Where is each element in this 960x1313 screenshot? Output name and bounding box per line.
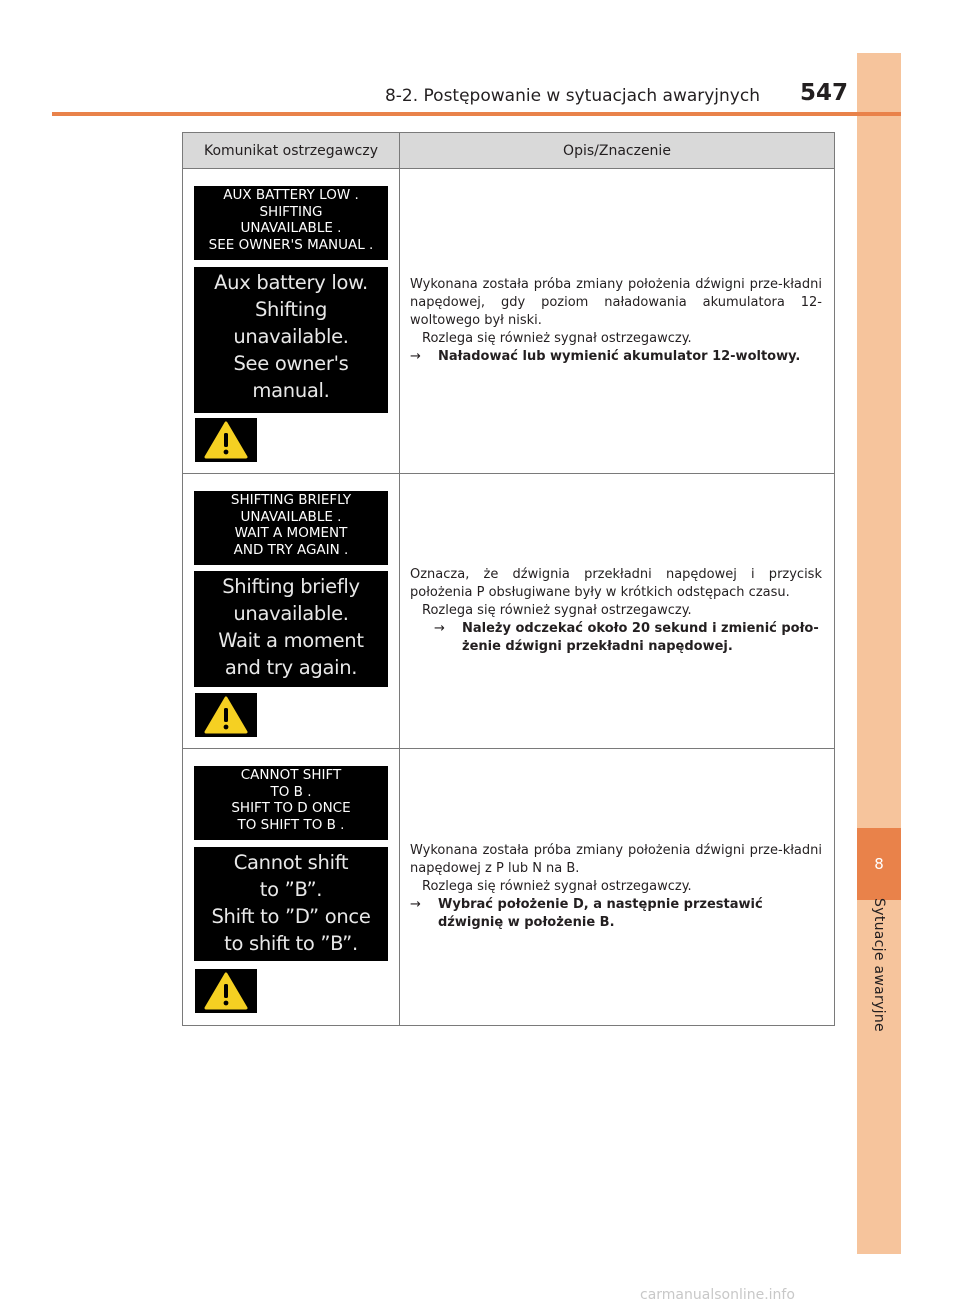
warning-triangle-icon <box>195 418 257 462</box>
large-display-message: Aux battery low. Shifting unavailable. See owner's manual. <box>194 267 388 413</box>
chapter-number-badge: 8 <box>857 828 901 900</box>
chapter-side-tab <box>857 53 901 1254</box>
warning-messages-table <box>182 132 835 1026</box>
action-instruction: → Naładować lub wymienić akumulator 12-woltowy. <box>410 349 801 364</box>
watermark: carmanualsonline.info <box>640 1287 795 1303</box>
small-display-message: SHIFTING BRIEFLY UNAVAILABLE . WAIT A MOMENT AND TRY AGAIN . <box>194 491 388 565</box>
header-rule <box>52 112 901 116</box>
small-display-message: CANNOT SHIFT TO B . SHIFT TO D ONCE TO SHIFT TO B . <box>194 766 388 840</box>
table-header-row <box>183 133 835 169</box>
arrow-right-icon: → <box>410 897 421 912</box>
table-row <box>183 749 835 1026</box>
action-instruction: → Należy odczekać około 20 sekund i zmienić poło-żenie dźwigni przekładni napędowej. <box>434 621 819 654</box>
message-cell <box>183 169 400 474</box>
message-cell <box>183 749 400 1026</box>
description-note: Rozlega się również sygnał ostrzegawczy. <box>422 879 692 894</box>
page-number: 547 <box>800 80 849 106</box>
description-text: Oznacza, że dźwignia przekładni napędowej i przycisk położenia P obsługiwane były w krótkich odstępach czasu. <box>410 567 822 600</box>
description-note: Rozlega się również sygnał ostrzegawczy. <box>422 331 692 346</box>
column-header-description: Opis/Znaczenie <box>400 133 835 169</box>
table-row <box>183 474 835 749</box>
large-display-message: Shifting briefly unavailable. Wait a moment and try again. <box>194 571 388 687</box>
section-title: 8-2. Postępowanie w sytuacjach awaryjnych <box>384 86 760 106</box>
table-row <box>183 169 835 474</box>
arrow-right-icon: → <box>434 621 445 636</box>
description-note: Rozlega się również sygnał ostrzegawczy. <box>422 603 692 618</box>
large-display-message: Cannot shift to ”B”. Shift to ”D” once to shift to ”B”. <box>194 847 388 961</box>
description-cell <box>400 474 835 749</box>
chapter-title-vertical: Sytuacje awaryjne <box>871 898 887 1032</box>
small-display-message: AUX BATTERY LOW . SHIFTING UNAVAILABLE . SEE OWNER'S MANUAL . <box>194 186 388 260</box>
action-instruction: → Wybrać położenie D, a następnie przestawić dźwignię w położenie B. <box>410 897 763 930</box>
message-cell <box>183 474 400 749</box>
column-header-message: Komunikat ostrzegawczy <box>183 133 400 169</box>
arrow-right-icon: → <box>410 349 421 364</box>
description-text: Wykonana została próba zmiany położenia dźwigni prze-kładni napędowej, gdy poziom naładowania akumulatora 12-woltowego był niski. <box>410 277 822 328</box>
warning-triangle-icon <box>195 693 257 737</box>
description-text: Wykonana została próba zmiany położenia dźwigni prze-kładni napędowej z P lub N na B. <box>410 843 822 876</box>
description-cell <box>400 749 835 1026</box>
warning-triangle-icon <box>195 969 257 1013</box>
description-cell <box>400 169 835 474</box>
